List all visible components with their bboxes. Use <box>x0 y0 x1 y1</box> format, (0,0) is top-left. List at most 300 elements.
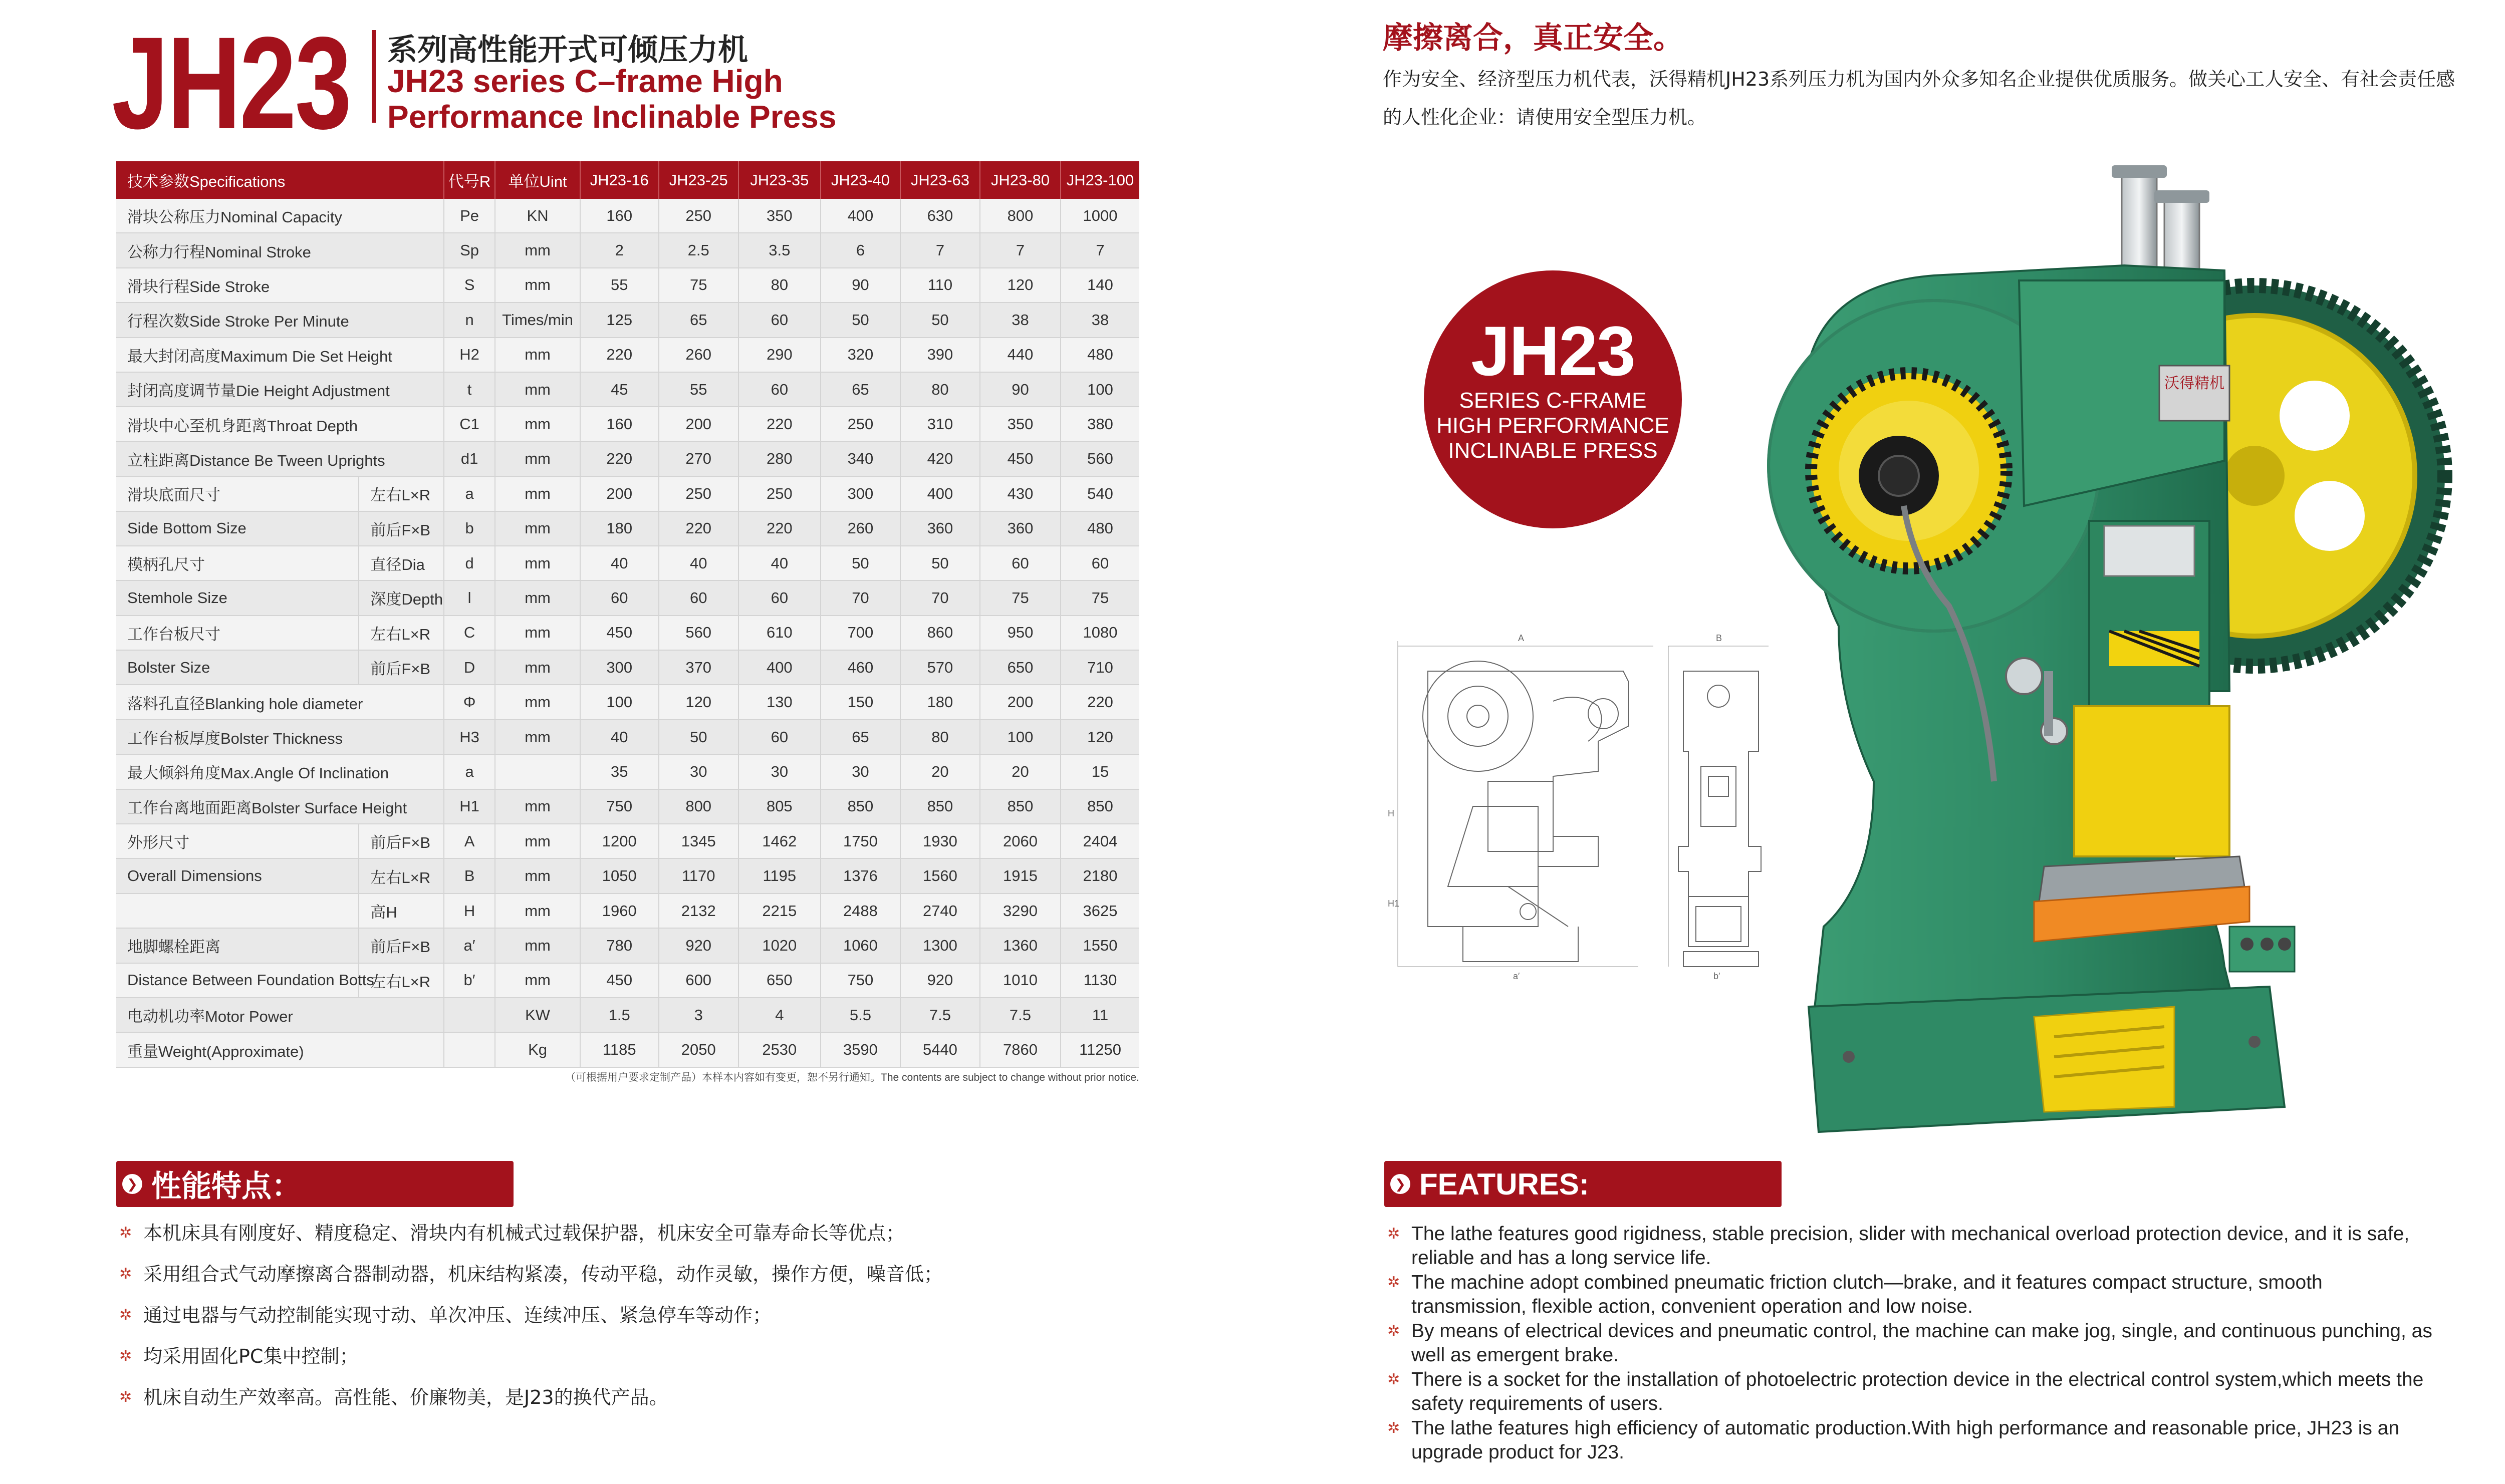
spec-unit-cell: mm <box>495 789 580 824</box>
spec-value-cell: 45 <box>580 372 659 407</box>
spec-value-cell: 350 <box>980 407 1061 441</box>
spec-value-cell: 7860 <box>980 1032 1061 1067</box>
table-row <box>116 268 1139 303</box>
spec-value-cell: 650 <box>738 963 821 998</box>
spec-sub-cell: 前后F×B <box>359 928 443 963</box>
spec-unit-cell: mm <box>495 511 580 546</box>
spec-value-cell: 65 <box>821 372 900 407</box>
spec-value-cell: 1300 <box>900 928 980 963</box>
spec-value-cell: 850 <box>1061 789 1139 824</box>
spec-value-cell: 480 <box>1061 338 1139 372</box>
spec-unit-cell <box>495 754 580 789</box>
spec-code-cell: A <box>444 824 495 858</box>
table-row <box>116 511 1139 546</box>
spec-value-cell: 780 <box>580 928 659 963</box>
spec-code-cell: Φ <box>444 685 495 719</box>
dim-label-b: B <box>1716 633 1722 643</box>
spec-code-cell: l <box>444 580 495 615</box>
spec-name-cell: Distance Between Foundation Botts <box>116 963 359 998</box>
slogan: 摩擦离合，真正安全。 <box>1383 21 1683 56</box>
spec-value-cell: 2.5 <box>659 233 738 267</box>
spec-value-cell: 50 <box>821 546 900 580</box>
spec-value-cell: 4 <box>738 998 821 1032</box>
spec-value-cell: 30 <box>659 754 738 789</box>
spec-unit-cell: mm <box>495 616 580 650</box>
spec-unit-cell: mm <box>495 442 580 476</box>
table-row <box>116 407 1139 441</box>
spec-unit-cell: mm <box>495 928 580 963</box>
spec-sub-cell: 左右L×R <box>359 616 443 650</box>
spec-value-cell: 2488 <box>821 894 900 928</box>
spec-unit-cell: mm <box>495 546 580 580</box>
spec-value-cell: 390 <box>900 338 980 372</box>
spec-code-cell <box>444 1032 495 1067</box>
spec-name-cell: 滑块中心至机身距离Throat Depth <box>116 407 444 441</box>
spec-value-cell: 220 <box>738 407 821 441</box>
table-row <box>116 858 1139 893</box>
spec-value-cell: 3.5 <box>738 233 821 267</box>
spec-value-cell: 1060 <box>821 928 900 963</box>
table-row <box>116 720 1139 754</box>
list-item: ✲ The machine adopt combined pneumatic friction clutch—brake, and it features compact structure, smooth transmission, flexible action, convenient operation and low noise. <box>1387 1272 2323 1317</box>
spec-unit-cell: mm <box>495 372 580 407</box>
spec-value-cell: 2740 <box>900 894 980 928</box>
spec-sub-cell: 左右L×R <box>359 476 443 511</box>
spec-value-cell: 180 <box>900 685 980 719</box>
bullet-gear-icon: ✲ <box>119 1388 132 1406</box>
title-chinese: 系列高性能开式可倾压力机 <box>387 33 748 68</box>
spec-value-cell: 55 <box>580 268 659 303</box>
spec-value-cell: 1020 <box>738 928 821 963</box>
spec-value-cell: 750 <box>580 789 659 824</box>
spec-value-cell: 120 <box>659 685 738 719</box>
table-row <box>116 650 1139 685</box>
spec-value-cell: 450 <box>580 616 659 650</box>
spec-sub-cell: 左右L×R <box>359 963 443 998</box>
spec-code-cell: Sp <box>444 233 495 267</box>
spec-value-cell: 360 <box>980 511 1061 546</box>
spec-value-cell: 710 <box>1061 650 1139 685</box>
table-row <box>116 372 1139 407</box>
spec-code-cell: a′ <box>444 928 495 963</box>
spec-value-cell: 150 <box>821 685 900 719</box>
spec-value-cell: 350 <box>738 199 821 233</box>
spec-value-cell: 290 <box>738 338 821 372</box>
table-row <box>116 789 1139 824</box>
spec-value-cell: 750 <box>821 963 900 998</box>
spec-name-cell: 电动机功率Motor Power <box>116 998 444 1032</box>
spec-value-cell: 220 <box>580 442 659 476</box>
spec-name-cell: Bolster Size <box>116 650 359 685</box>
spec-value-cell: 60 <box>738 303 821 337</box>
spec-unit-cell: mm <box>495 650 580 685</box>
list-item: ✲ The lathe features good rigidness, stable precision, slider with mechanical overload protection device, and it is safe, reliable and has a long service life. <box>1387 1223 2410 1269</box>
spec-value-cell: 1130 <box>1061 963 1139 998</box>
spec-name-cell: 最大封闭高度Maximum Die Set Height <box>116 338 444 372</box>
table-row <box>116 338 1139 372</box>
spec-value-cell: 300 <box>821 476 900 511</box>
spec-value-cell: 35 <box>580 754 659 789</box>
spec-value-cell: 50 <box>821 303 900 337</box>
spec-value-cell: 220 <box>659 511 738 546</box>
spec-sub-cell: 前后F×B <box>359 824 443 858</box>
spec-value-cell: 1195 <box>738 858 821 893</box>
spec-name-cell: 外形尺寸 <box>116 824 359 858</box>
header-model: JH23-16 <box>580 161 659 199</box>
features-cn-heading <box>116 1161 514 1207</box>
spec-value-cell: 90 <box>980 372 1061 407</box>
spec-value-cell: 250 <box>738 476 821 511</box>
spec-unit-cell: mm <box>495 580 580 615</box>
spec-value-cell: 80 <box>900 372 980 407</box>
spec-value-cell: 65 <box>659 303 738 337</box>
spec-value-cell: 160 <box>580 199 659 233</box>
spec-value-cell: 860 <box>900 616 980 650</box>
spec-unit-cell: mm <box>495 720 580 754</box>
spec-value-cell: 460 <box>821 650 900 685</box>
spec-value-cell: 2215 <box>738 894 821 928</box>
spec-value-cell: 38 <box>980 303 1061 337</box>
dim-label-a: A <box>1518 633 1525 643</box>
dim-label-b-prime: b′ <box>1713 971 1720 981</box>
table-row <box>116 199 1139 233</box>
header-model: JH23-35 <box>738 161 821 199</box>
spec-value-cell: 7 <box>980 233 1061 267</box>
spec-value-cell: 120 <box>980 268 1061 303</box>
list-item: ✲ 本机床具有刚度好、精度稳定、滑块内有机械式过载保护器，机床安全可靠寿命长等优点； <box>119 1222 905 1244</box>
table-row <box>116 476 1139 511</box>
header-model: JH23-63 <box>900 161 980 199</box>
spec-value-cell: 700 <box>821 616 900 650</box>
header-model: JH23-40 <box>821 161 900 199</box>
spec-name-cell: Overall Dimensions <box>116 858 359 893</box>
features-en-list <box>1384 1222 2441 1465</box>
spec-value-cell: 370 <box>659 650 738 685</box>
bullet-gear-icon: ✲ <box>1387 1420 1400 1436</box>
spec-value-cell: 200 <box>980 685 1061 719</box>
spec-value-cell: 480 <box>1061 511 1139 546</box>
spec-value-cell: 100 <box>980 720 1061 754</box>
spec-name-cell: 重量Weight(Approximate) <box>116 1032 444 1067</box>
bullet-gear-icon: ✲ <box>119 1224 132 1242</box>
table-row <box>116 998 1139 1032</box>
spec-value-cell: 65 <box>821 720 900 754</box>
spec-name-cell <box>116 894 359 928</box>
spec-value-cell: 2050 <box>659 1032 738 1067</box>
intro-paragraph: 作为安全、经济型压力机代表，沃得精机JH23系列压力机为国内外众多知名企业提供优质服务。做关心工人安全、有社会责任感的人性化企业：请使用安全型压力机。 <box>1383 68 2455 128</box>
spec-value-cell: 2060 <box>980 824 1061 858</box>
spec-value-cell: 400 <box>821 199 900 233</box>
spec-value-cell: 50 <box>900 303 980 337</box>
spec-code-cell: H2 <box>444 338 495 372</box>
list-item: ✲ 机床自动生产效率高。高性能、价廉物美，是J23的换代产品。 <box>119 1386 668 1408</box>
spec-value-cell: 250 <box>659 476 738 511</box>
bullet-gear-icon: ✲ <box>119 1265 132 1283</box>
spec-value-cell: 850 <box>821 789 900 824</box>
spec-value-cell: 1915 <box>980 858 1061 893</box>
dim-label-a-prime: a′ <box>1513 971 1520 981</box>
bullet-gear-icon: ✲ <box>119 1306 132 1324</box>
spec-code-cell: S <box>444 268 495 303</box>
spec-value-cell: 60 <box>980 546 1061 580</box>
specification-table <box>116 161 1139 1068</box>
table-row <box>116 824 1139 858</box>
spec-value-cell: 11250 <box>1061 1032 1139 1067</box>
list-item: ✲ 通过电器与气动控制能实现寸动、单次冲压、连续冲压、紧急停车等动作； <box>119 1304 772 1326</box>
spec-value-cell: 950 <box>980 616 1061 650</box>
spec-value-cell: 340 <box>821 442 900 476</box>
spec-value-cell: 3 <box>659 998 738 1032</box>
table-row <box>116 894 1139 928</box>
spec-unit-cell: KW <box>495 998 580 1032</box>
spec-value-cell: 180 <box>580 511 659 546</box>
title-english-line1: JH23 series C–frame High <box>387 63 783 99</box>
list-item: ✲ 均采用固化PC集中控制； <box>119 1345 359 1367</box>
spec-code-cell: B <box>444 858 495 893</box>
table-row <box>116 233 1139 267</box>
spec-value-cell: 1360 <box>980 928 1061 963</box>
spec-value-cell: 380 <box>1061 407 1139 441</box>
spec-value-cell: 310 <box>900 407 980 441</box>
spec-value-cell: 7.5 <box>900 998 980 1032</box>
spec-unit-cell: Times/min <box>495 303 580 337</box>
table-row <box>116 754 1139 789</box>
spec-unit-cell: mm <box>495 268 580 303</box>
bullet-gear-icon: ✲ <box>1387 1274 1400 1291</box>
spec-value-cell: 1560 <box>900 858 980 893</box>
spec-value-cell: 55 <box>659 372 738 407</box>
spec-code-cell: H3 <box>444 720 495 754</box>
spec-value-cell: 200 <box>580 476 659 511</box>
spec-value-cell: 60 <box>738 720 821 754</box>
spec-unit-cell: mm <box>495 963 580 998</box>
chevron-right-icon: ❯ <box>1390 1174 1410 1194</box>
spec-value-cell: 80 <box>900 720 980 754</box>
spec-value-cell: 280 <box>738 442 821 476</box>
spec-code-cell: H <box>444 894 495 928</box>
spec-code-cell <box>444 998 495 1032</box>
spec-code-cell: C <box>444 616 495 650</box>
spec-value-cell: 50 <box>900 546 980 580</box>
list-item: ✲ By means of electrical devices and pneumatic control, the machine can make jog, single, and continuous punching, as well as emergent brake. <box>1387 1320 2432 1366</box>
spec-value-cell: 30 <box>738 754 821 789</box>
spec-name-cell: 封闭高度调节量Die Height Adjustment <box>116 372 444 407</box>
spec-value-cell: 40 <box>738 546 821 580</box>
spec-value-cell: 60 <box>580 580 659 615</box>
bullet-gear-icon: ✲ <box>1387 1226 1400 1242</box>
spec-code-cell: b′ <box>444 963 495 998</box>
list-item: ✲ 采用组合式气动摩擦离合器制动器，机床结构紧凑，传动平稳，动作灵敏，操作方便，噪音低； <box>119 1263 943 1285</box>
spec-name-cell: 公称力行程Nominal Stroke <box>116 233 444 267</box>
features-en-heading <box>1384 1161 1782 1207</box>
spec-value-cell: 560 <box>1061 442 1139 476</box>
spec-value-cell: 1200 <box>580 824 659 858</box>
table-row <box>116 928 1139 963</box>
dim-label-h: H <box>1388 808 1394 818</box>
spec-value-cell: 3290 <box>980 894 1061 928</box>
spec-unit-cell: mm <box>495 685 580 719</box>
table-row <box>116 963 1139 998</box>
spec-unit-cell: Kg <box>495 1032 580 1067</box>
spec-sub-cell: 深度Depth <box>359 580 443 615</box>
spec-value-cell: 110 <box>900 268 980 303</box>
spec-value-cell: 1930 <box>900 824 980 858</box>
spec-value-cell: 250 <box>821 407 900 441</box>
spec-value-cell: 920 <box>659 928 738 963</box>
table-row <box>116 685 1139 719</box>
spec-code-cell: t <box>444 372 495 407</box>
spec-value-cell: 80 <box>738 268 821 303</box>
spec-value-cell: 200 <box>659 407 738 441</box>
series-badge <box>1424 270 1682 528</box>
spec-value-cell: 70 <box>900 580 980 615</box>
spec-value-cell: 1170 <box>659 858 738 893</box>
spec-value-cell: 6 <box>821 233 900 267</box>
spec-value-cell: 400 <box>900 476 980 511</box>
spec-value-cell: 40 <box>580 720 659 754</box>
spec-name-cell: 行程次数Side Stroke Per Minute <box>116 303 444 337</box>
technical-drawing <box>1388 626 1779 1007</box>
spec-name-cell: 模柄孔尺寸 <box>116 546 359 580</box>
spec-value-cell: 850 <box>900 789 980 824</box>
spec-value-cell: 420 <box>900 442 980 476</box>
spec-value-cell: 130 <box>738 685 821 719</box>
spec-name-cell: 最大倾斜角度Max.Angle Of Inclination <box>116 754 444 789</box>
header-code: 代号R <box>444 161 495 199</box>
spec-unit-cell: mm <box>495 476 580 511</box>
spec-name-cell: 立柱距离Distance Be Tween Uprights <box>116 442 444 476</box>
spec-code-cell: D <box>444 650 495 685</box>
badge-line: HIGH PERFORMANCE <box>1436 413 1669 438</box>
spec-unit-cell: mm <box>495 233 580 267</box>
spec-value-cell: 260 <box>821 511 900 546</box>
spec-unit-cell: mm <box>495 894 580 928</box>
table-row <box>116 580 1139 615</box>
spec-code-cell: d <box>444 546 495 580</box>
spec-name-cell: Side Bottom Size <box>116 511 359 546</box>
spec-code-cell: a <box>444 754 495 789</box>
spec-value-cell: 20 <box>900 754 980 789</box>
list-item: ✲ There is a socket for the installation of photoelectric protection device in the electrical control system,which meets the safety requirements of users. <box>1387 1369 2424 1414</box>
spec-value-cell: 1960 <box>580 894 659 928</box>
spec-value-cell: 120 <box>1061 720 1139 754</box>
press-machine-illustration <box>1723 155 2465 1147</box>
spec-value-cell: 1010 <box>980 963 1061 998</box>
spec-name-cell: Stemhole Size <box>116 580 359 615</box>
spec-value-cell: 40 <box>580 546 659 580</box>
spec-value-cell: 600 <box>659 963 738 998</box>
spec-value-cell: 160 <box>580 407 659 441</box>
spec-code-cell: a <box>444 476 495 511</box>
spec-unit-cell: mm <box>495 858 580 893</box>
spec-value-cell: 850 <box>980 789 1061 824</box>
spec-name-cell: 工作台板厚度Bolster Thickness <box>116 720 444 754</box>
spec-value-cell: 60 <box>738 580 821 615</box>
spec-code-cell: Pe <box>444 199 495 233</box>
spec-value-cell: 140 <box>1061 268 1139 303</box>
spec-name-cell: 工作台板尺寸 <box>116 616 359 650</box>
spec-value-cell: 300 <box>580 650 659 685</box>
spec-value-cell: 75 <box>659 268 738 303</box>
spec-sub-cell: 前后F×B <box>359 650 443 685</box>
spec-value-cell: 540 <box>1061 476 1139 511</box>
spec-unit-cell: KN <box>495 199 580 233</box>
spec-value-cell: 100 <box>1061 372 1139 407</box>
spec-value-cell: 220 <box>1061 685 1139 719</box>
spec-value-cell: 260 <box>659 338 738 372</box>
spec-value-cell: 60 <box>738 372 821 407</box>
spec-value-cell: 805 <box>738 789 821 824</box>
spec-value-cell: 3625 <box>1061 894 1139 928</box>
spec-name-cell: 落料孔直径Blanking hole diameter <box>116 685 444 719</box>
spec-code-cell: n <box>444 303 495 337</box>
features-en-title: FEATURES: <box>1419 1167 1589 1201</box>
spec-value-cell: 920 <box>900 963 980 998</box>
spec-code-cell: C1 <box>444 407 495 441</box>
spec-name-cell: 工作台离地面距离Bolster Surface Height <box>116 789 444 824</box>
spec-name-cell: 滑块底面尺寸 <box>116 476 359 511</box>
badge-title: JH23 <box>1471 312 1635 390</box>
spec-value-cell: 2132 <box>659 894 738 928</box>
spec-value-cell: 7.5 <box>980 998 1061 1032</box>
spec-value-cell: 1750 <box>821 824 900 858</box>
spec-value-cell: 450 <box>980 442 1061 476</box>
table-row <box>116 442 1139 476</box>
spec-value-cell: 60 <box>1061 546 1139 580</box>
spec-unit-cell: mm <box>495 338 580 372</box>
spec-value-cell: 20 <box>980 754 1061 789</box>
header-model: JH23-100 <box>1061 161 1139 199</box>
spec-value-cell: 5440 <box>900 1032 980 1067</box>
table-header-row <box>116 161 1139 199</box>
spec-value-cell: 270 <box>659 442 738 476</box>
spec-value-cell: 1.5 <box>580 998 659 1032</box>
spec-value-cell: 440 <box>980 338 1061 372</box>
dim-label-h1: H1 <box>1388 899 1400 909</box>
spec-value-cell: 1080 <box>1061 616 1139 650</box>
chevron-right-icon: ❯ <box>122 1174 142 1194</box>
spec-value-cell: 220 <box>738 511 821 546</box>
spec-value-cell: 250 <box>659 199 738 233</box>
spec-value-cell: 1050 <box>580 858 659 893</box>
spec-value-cell: 800 <box>980 199 1061 233</box>
spec-value-cell: 450 <box>580 963 659 998</box>
table-row <box>116 616 1139 650</box>
spec-value-cell: 570 <box>900 650 980 685</box>
spec-value-cell: 1345 <box>659 824 738 858</box>
spec-value-cell: 75 <box>980 580 1061 615</box>
spec-value-cell: 360 <box>900 511 980 546</box>
title-english-line2: Performance Inclinable Press <box>387 99 837 135</box>
spec-value-cell: 15 <box>1061 754 1139 789</box>
table-row <box>116 303 1139 337</box>
spec-name-cell: 滑块行程Side Stroke <box>116 268 444 303</box>
spec-value-cell: 220 <box>580 338 659 372</box>
spec-value-cell: 50 <box>659 720 738 754</box>
spec-value-cell: 1462 <box>738 824 821 858</box>
spec-value-cell: 3590 <box>821 1032 900 1067</box>
title-divider <box>372 30 376 123</box>
spec-sub-cell: 左右L×R <box>359 858 443 893</box>
spec-value-cell: 7 <box>900 233 980 267</box>
spec-value-cell: 60 <box>659 580 738 615</box>
spec-value-cell: 1550 <box>1061 928 1139 963</box>
spec-code-cell: d1 <box>444 442 495 476</box>
spec-value-cell: 7 <box>1061 233 1139 267</box>
spec-value-cell: 2 <box>580 233 659 267</box>
bullet-gear-icon: ✲ <box>1387 1323 1400 1339</box>
spec-sub-cell: 高H <box>359 894 443 928</box>
